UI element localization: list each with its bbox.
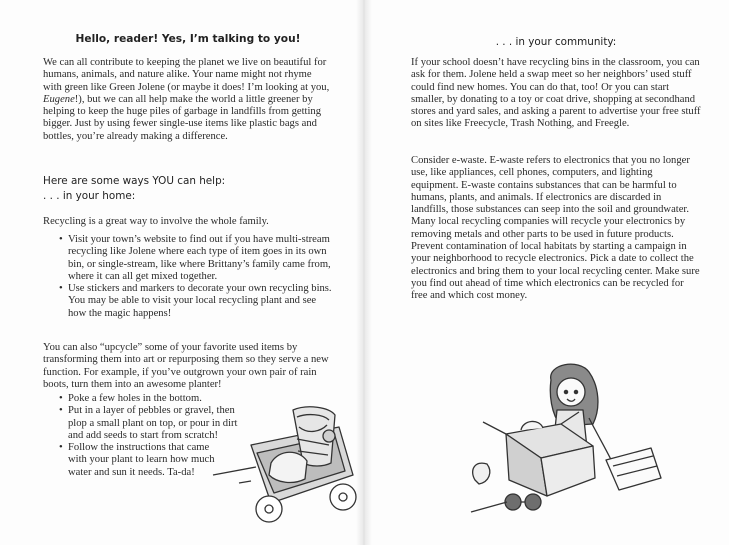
intro-emphasis: Eugene [43,93,75,105]
list-item: • Follow the instructions that came with your plant to learn how much water and sun it needs. Ta-da! [59,442,218,479]
upcycle-paragraph: You can also “upcycle” some of your favorite used items by transforming them into art or repurposing them so they serve a new function. For example, if you’ve outgrown your own pair of rain boots, turn them into an awesome planter! [43,342,329,390]
right-page [411,0,701,545]
ways-heading: Here are some ways YOU can help: [43,175,226,187]
recycling-intro: Recycling is a great way to involve the whole family. [43,216,269,227]
home-heading: . . . in your home: [43,190,136,202]
page-heading: Hello, reader! Yes, I’m talking to you! [75,33,301,45]
list-item: • Use stickers and markers to decorate your own recycling bins. You may be able to visit your local recycling plant and see how the magic happens! [59,283,332,320]
left-page [43,0,333,545]
community-paragraph: If your school doesn’t have recycling bins in the classroom, you can ask for them. Jolene held a swap meet so her neighbors’ used stuff could find new homes. You can do that, too! Or you can start smaller, by donating to a toy or coat drive, shopping at secondhand stores and yard sales, and asking a parent to advertise your free stuff on sites like Freecycle, Trash Nothing, and Freegle. [411,57,701,130]
intro-text-part-1: We can all contribute to keeping the planet we live on beautiful for humans, animals, and nature alike. Your name might not rhyme with green like Green Jolene (or maybe it does! I’m looking at you, [43,57,330,93]
girl-donation-box-illustration [461,362,666,527]
list-item: • Put in a layer of pebbles or gravel, then plop a small plant on top, or pour in dirt and add seeds to start from scratch! [59,405,238,442]
recycling-list [59,234,332,320]
list-item: • Visit your town’s website to find out if you have multi-stream recycling like Jolene where each type of item goes in its own bin, or single-stream, like where Brittany’s family came from, where it can all get mixed together. [59,234,332,283]
ewaste-paragraph: Consider e-waste. E-waste refers to electronics that you no longer use, like appliances, cell phones, computers, and lighting equipment. E-waste contains substances that can be harmful to humans, plants, and animals. If electronics are discarded in landfills, those substances can seep into the soil and groundwater. Many local recycling companies will recycle your electronics by removing metals and other parts to be used in future products. Prevent contamination of local habitats by starting a campaign in your neighborhood to recycle electronics. Pick a date to collect the electronics and bring them to your local recycling center. Make sure you find out ahead of time which electronics can be recycled for free and which cost money. [411,155,700,302]
list-item: • Poke a few holes in the bottom. [59,393,249,405]
community-heading: . . . in your community: [495,36,617,48]
wagon-planter-illustration [211,405,361,530]
intro-text-part-2: !), but we can all help make the world a little greener by helping to keep the huge piles of garbage in landfills from getting bigger. Just by using fewer single-use items like plastic bags and bottles, you’re already making a difference. [43,93,322,142]
intro-paragraph [43,57,333,143]
